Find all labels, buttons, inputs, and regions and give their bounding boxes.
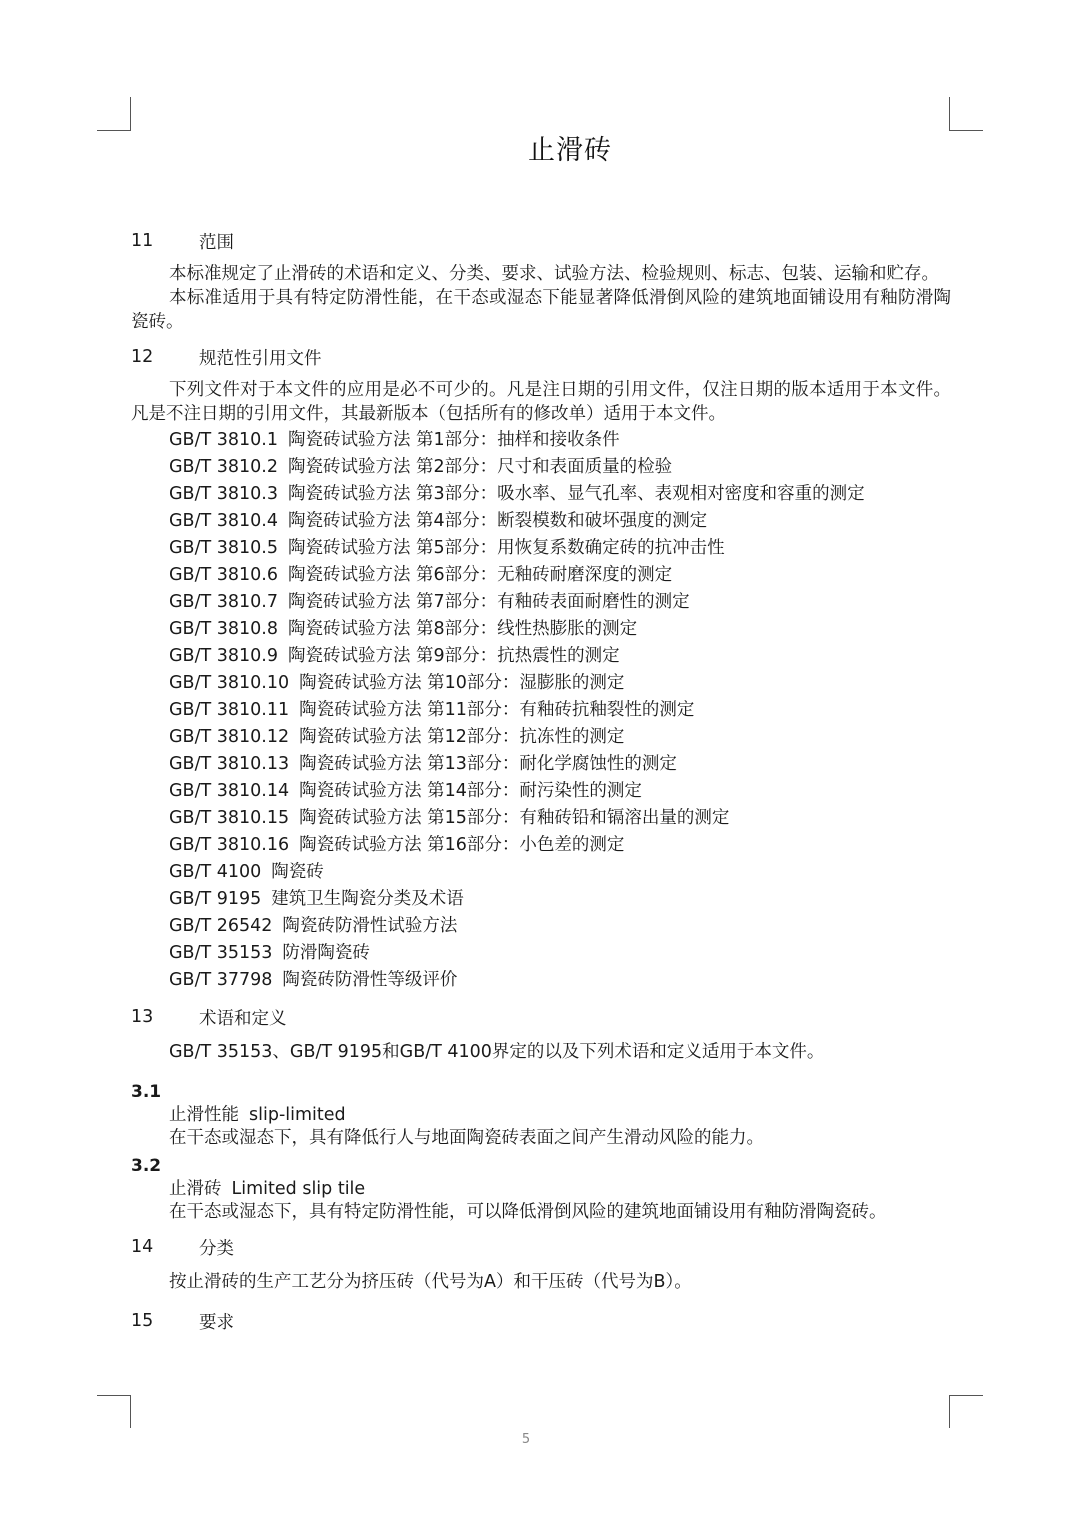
reference-item [131, 724, 951, 751]
reference-code: GB/T 26542 [169, 916, 273, 936]
reference-code: GB/T 35153 [169, 943, 273, 963]
reference-item [131, 832, 951, 859]
term-en: Limited slip tile [231, 1179, 366, 1199]
reference-title: 陶瓷砖试验方法 第16部分：小色差的测定 [299, 835, 625, 855]
reference-title: 陶瓷砖试验方法 第1部分：抽样和接收条件 [287, 430, 620, 450]
classification-paragraph: 按止滑砖的生产工艺分为挤压砖（代号为A）和干压砖（代号为B）。 [169, 1272, 692, 1292]
reference-title: 陶瓷砖试验方法 第12部分：抗冻性的测定 [299, 727, 625, 747]
reference-title: 陶瓷砖试验方法 第11部分：有釉砖抗釉裂性的测定 [299, 700, 695, 720]
scope-paragraph: 本标准规定了止滑砖的术语和定义、分类、要求、试验方法、检验规则、标志、包装、运输和贮存。 [169, 264, 939, 284]
reference-item [131, 913, 951, 940]
reference-item [131, 670, 951, 697]
reference-code: GB/T 3810.7 [169, 592, 278, 612]
reference-code: GB/T 3810.13 [169, 754, 290, 774]
crop-mark-bl-v [130, 1395, 131, 1428]
reference-code: GB/T 3810.5 [169, 538, 278, 558]
reference-item [131, 697, 951, 724]
reference-item [131, 643, 951, 670]
section-heading-normative-references [131, 342, 951, 372]
reference-item [131, 481, 951, 508]
reference-item [131, 616, 951, 643]
reference-code: GB/T 4100 [169, 862, 262, 882]
section-title: 分类 [199, 1238, 234, 1259]
reference-code: GB/T 3810.2 [169, 457, 278, 477]
reference-title: 陶瓷砖试验方法 第13部分：耐化学腐蚀性的测定 [299, 754, 677, 774]
section-title: 范围 [199, 232, 234, 253]
crop-mark-br-h [949, 1395, 983, 1396]
reference-item [131, 778, 951, 805]
reference-title: 陶瓷砖试验方法 第2部分：尺寸和表面质量的检验 [287, 457, 673, 477]
term-entry [131, 1154, 951, 1224]
section-number: 14 [131, 1237, 154, 1257]
reference-code: GB/T 3810.11 [169, 700, 290, 720]
crop-mark-tl-v [130, 97, 131, 130]
reference-title: 陶瓷砖 [271, 862, 324, 882]
reference-title: 陶瓷砖试验方法 第4部分：断裂模数和破坏强度的测定 [287, 511, 708, 531]
reference-code: GB/T 3810.16 [169, 835, 290, 855]
term-zh: 止滑性能 [169, 1105, 239, 1125]
document-body [131, 218, 951, 1342]
crop-mark-bl-h [97, 1395, 131, 1396]
section-title: 要求 [199, 1312, 234, 1333]
reference-item [131, 589, 951, 616]
reference-title: 陶瓷砖试验方法 第5部分：用恢复系数确定砖的抗冲击性 [287, 538, 725, 558]
reference-item [131, 535, 951, 562]
reference-item [131, 751, 951, 778]
reference-title: 陶瓷砖试验方法 第6部分：无釉砖耐磨深度的测定 [287, 565, 673, 585]
normative-intro-paragraph: 下列文件对于本文件的应用是必不可少的。凡是注日期的引用文件，仅注日期的版本适用于本文件。凡是不注日期的引用文件，其最新版本（包括所有的修改单）适用于本文件。 [131, 380, 951, 424]
crop-mark-tr-v [949, 97, 950, 130]
term-name [131, 1104, 951, 1127]
term-entry [131, 1080, 951, 1150]
reference-item [131, 805, 951, 832]
section-heading-requirements [131, 1306, 951, 1336]
reference-item [131, 859, 951, 886]
reference-title: 陶瓷砖防滑性试验方法 [282, 916, 458, 936]
reference-code: GB/T 3810.10 [169, 673, 290, 693]
terms-intro-paragraph: GB/T 35153、GB/T 9195和GB/T 4100界定的以及下列术语和定义适用于本文件。 [169, 1042, 825, 1062]
reference-code: GB/T 3810.6 [169, 565, 278, 585]
reference-item [131, 886, 951, 913]
section-title: 规范性引用文件 [199, 348, 322, 369]
reference-title: 陶瓷砖试验方法 第7部分：有釉砖表面耐磨性的测定 [287, 592, 690, 612]
reference-code: GB/T 3810.12 [169, 727, 290, 747]
reference-item [131, 967, 951, 994]
document-title: 止滑砖 [528, 135, 612, 166]
section-number: 13 [131, 1007, 154, 1027]
reference-title: 建筑卫生陶瓷分类及术语 [271, 889, 464, 909]
reference-item [131, 454, 951, 481]
reference-title: 防滑陶瓷砖 [282, 943, 370, 963]
reference-title: 陶瓷砖试验方法 第9部分：抗热震性的测定 [287, 646, 620, 666]
reference-title: 陶瓷砖试验方法 第10部分：湿膨胀的测定 [299, 673, 625, 693]
reference-code: GB/T 37798 [169, 970, 273, 990]
section-title: 术语和定义 [199, 1008, 287, 1029]
reference-title: 陶瓷砖试验方法 第8部分：线性热膨胀的测定 [287, 619, 638, 639]
page-number: 5 [521, 1432, 531, 1447]
reference-code: GB/T 9195 [169, 889, 262, 909]
term-definition: 在干态或湿态下，具有降低行人与地面陶瓷砖表面之间产生滑动风险的能力。 [169, 1128, 764, 1148]
term-number: 3.1 [131, 1082, 162, 1102]
scope-paragraph: 本标准适用于具有特定防滑性能，在干态或湿态下能显著降低滑倒风险的建筑地面铺设用有釉防滑陶瓷砖。 [131, 288, 951, 332]
reference-item [131, 508, 951, 535]
section-heading-terms [131, 1002, 951, 1032]
reference-title: 陶瓷砖试验方法 第14部分：耐污染性的测定 [299, 781, 642, 801]
section-number: 11 [131, 231, 154, 251]
reference-code: GB/T 3810.4 [169, 511, 278, 531]
section-number: 12 [131, 347, 154, 367]
term-name [131, 1178, 951, 1201]
reference-item [131, 562, 951, 589]
reference-code: GB/T 3810.15 [169, 808, 290, 828]
section-heading-scope [131, 226, 951, 256]
term-definition: 在干态或湿态下，具有特定防滑性能，可以降低滑倒风险的建筑地面铺设用有釉防滑陶瓷砖。 [169, 1202, 887, 1222]
crop-mark-br-v [949, 1395, 950, 1428]
reference-code: GB/T 3810.14 [169, 781, 290, 801]
reference-title: 陶瓷砖试验方法 第15部分：有釉砖铅和镉溶出量的测定 [299, 808, 730, 828]
section-heading-classification [131, 1232, 951, 1262]
reference-item [131, 940, 951, 967]
reference-code: GB/T 3810.1 [169, 430, 278, 450]
reference-code: GB/T 3810.3 [169, 484, 278, 504]
reference-item [131, 427, 951, 454]
reference-code: GB/T 3810.9 [169, 646, 278, 666]
term-en: slip-limited [249, 1105, 346, 1125]
reference-code: GB/T 3810.8 [169, 619, 278, 639]
section-number: 15 [131, 1311, 154, 1331]
reference-title: 陶瓷砖试验方法 第3部分：吸水率、显气孔率、表观相对密度和容重的测定 [287, 484, 865, 504]
term-zh: 止滑砖 [169, 1179, 222, 1199]
reference-title: 陶瓷砖防滑性等级评价 [282, 970, 458, 990]
term-number: 3.2 [131, 1156, 162, 1176]
reference-list [131, 427, 951, 994]
